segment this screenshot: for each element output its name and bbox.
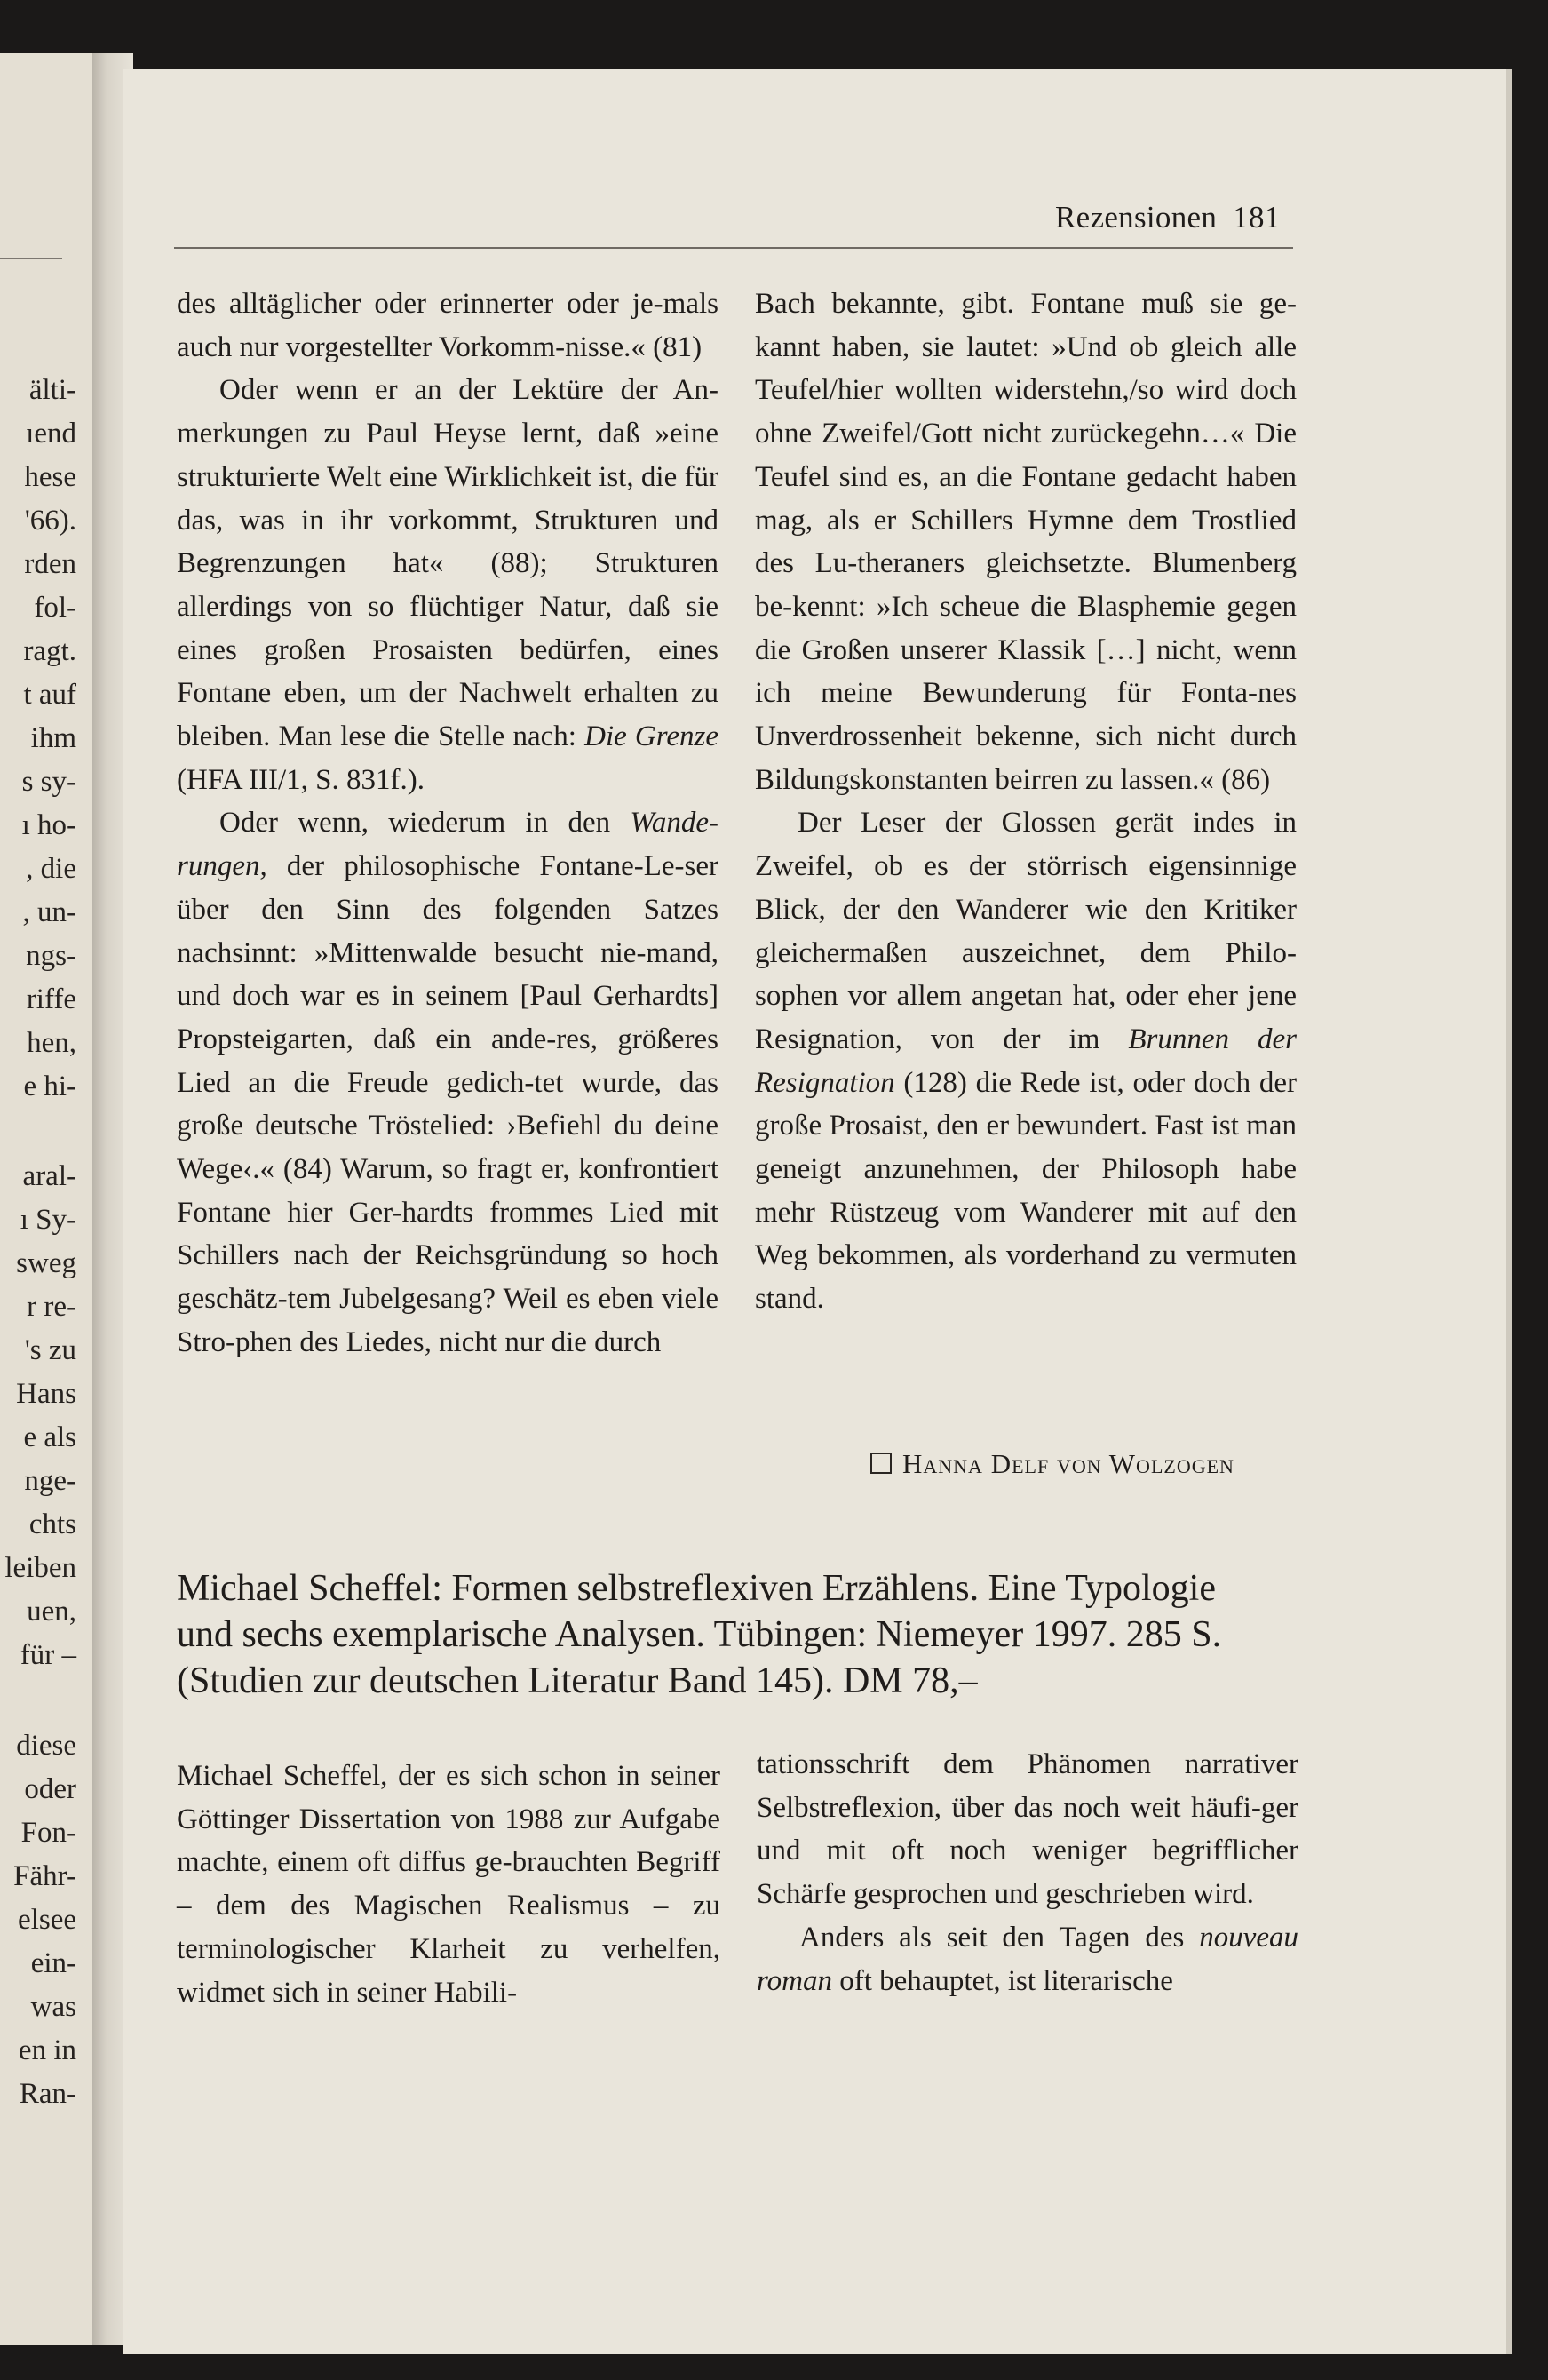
previous-page-line: en in xyxy=(18,2034,76,2066)
previous-page-line: ı Sy- xyxy=(20,1204,76,1236)
previous-page-line: '66). xyxy=(24,504,76,537)
previous-page-line: nge- xyxy=(24,1465,76,1497)
previous-page-line: Hans xyxy=(16,1378,76,1410)
previous-page-line: , un- xyxy=(22,895,76,928)
previous-page-line: rden xyxy=(24,547,76,580)
previous-page-line: ı ho- xyxy=(21,808,76,841)
previous-page-line: was xyxy=(30,1990,76,2023)
previous-page-fragment xyxy=(0,53,99,2345)
page-edge xyxy=(1506,69,1512,2354)
previous-page-line: , die xyxy=(26,852,76,885)
paragraph: Oder wenn er an der Lektüre der An-merkungen zu Paul Heyse lernt, daß »eine strukturierte Welt eine Wirklichkeit ist, die für das, was in ihr vorkommt, Strukturen und Begrenzungen hat« (88); Strukturen allerdings von so flüchtiger Natur, daß sie eines großen Prosaisten bedürfen, eines Fontane eben, um der Nachwelt erhalten zu bleiben. Man lese die Stelle nach: Die Grenze (HFA III/1, S. 831f.). xyxy=(177,374,719,796)
column-left-bottom xyxy=(177,1755,720,2014)
paragraph: Michael Scheffel, der es sich schon in seiner Göttinger Dissertation von 1988 zur Aufgabe machte, einem oft diffus ge-brauchten Begriff – dem des Magischen Realismus – zu terminologischer Klarheit zu verhelfen, widmet sich in seiner Habili- xyxy=(177,1760,720,2009)
square-bullet-icon xyxy=(870,1453,892,1474)
previous-page-line: fol- xyxy=(34,591,76,624)
review-heading-line: und sechs exemplarische Analysen. Tübingen: Niemeyer 1997. 285 S. xyxy=(177,1614,1222,1655)
previous-page-line: aral- xyxy=(22,1160,76,1192)
running-header xyxy=(1055,200,1281,235)
previous-page-rule xyxy=(0,258,62,259)
review-heading-line: (Studien zur deutschen Literatur Band 145). DM 78,– xyxy=(177,1660,978,1701)
previous-page-line: ragt. xyxy=(23,634,76,667)
column-right-top xyxy=(755,283,1297,1321)
column-right-bottom xyxy=(757,1743,1298,2002)
previous-page-line: Fon- xyxy=(20,1816,76,1849)
previous-page-line: sweg xyxy=(16,1247,76,1279)
header-rule xyxy=(174,247,1293,249)
previous-page-line: 's zu xyxy=(24,1334,76,1366)
previous-page-line: e hi- xyxy=(23,1070,76,1102)
previous-page-line: Fähr- xyxy=(13,1859,76,1892)
previous-page-line: e als xyxy=(23,1421,76,1453)
running-title: Rezensionen xyxy=(1055,200,1218,235)
previous-page-line: riffe xyxy=(26,983,76,1015)
previous-page-line: ıend xyxy=(26,417,76,450)
previous-page-line: uen, xyxy=(27,1596,76,1628)
column-left-top xyxy=(177,283,718,1365)
previous-page-line: r re- xyxy=(27,1291,76,1323)
paragraph: Oder wenn, wiederum in den Wande-rungen, der philosophische Fontane-Le-ser über den Sinn des folgenden Satzes nachsinnt: »Mittenwalde besucht nie-mand, und doch war es in seinem [Paul Gerhardts] Propsteigarten, daß ein ande-res, größeres Lied an die Freude gedich-tet wurde, das große deutsche Tröstelied: ›Befiehl du deine Wege‹.« (84) Warum, so fragt er, konfrontiert Fontane hier Ger-hardts frommes Lied mit Schillers nach der Reichsgründung so hoch geschätz-tem Jubelgesang? Weil es eben viele Stro-phen des Liedes, nicht nur die durch xyxy=(177,807,718,1358)
reviewer-signature: Hanna Delf von Wolzogen xyxy=(870,1448,1234,1480)
paragraph: Anders als seit den Tagen des nouveau roman oft behauptet, ist literarische xyxy=(757,1921,1298,1997)
previous-page-line: t auf xyxy=(23,678,76,711)
paragraph: des alltäglicher oder erinnerter oder je-mals auch nur vorgestellter Vorkomm-nisse.« (81) xyxy=(177,288,718,363)
previous-page-line: chts xyxy=(28,1508,76,1540)
previous-page-line: ihm xyxy=(30,721,76,754)
previous-page-line: ngs- xyxy=(26,939,76,972)
page-number: 181 xyxy=(1233,200,1281,235)
paragraph: Der Leser der Glossen gerät indes in Zweifel, ob es der störrisch eigensinnige Blick, der den Wanderer wie den Kritiker gleichermaßen auszeichnet, dem Philo-sophen vor allem angetan hat, oder eher jene Resignation, von der im Brunnen der Resignation (128) die Rede ist, oder doch der große Prosaist, den er bewundert. Fast ist man geneigt anzunehmen, der Philosoph habe mehr Rüstzeug vom Wanderer mit auf den Weg bekommen, als vorderhand zu vermuten stand. xyxy=(755,807,1297,1316)
previous-page-line: elsee xyxy=(18,1903,76,1936)
previous-page-line: leiben xyxy=(4,1552,76,1584)
previous-page-line: hen, xyxy=(27,1026,76,1059)
previous-page-line: ein- xyxy=(30,1946,76,1979)
previous-page-line: oder xyxy=(24,1772,76,1805)
review-heading xyxy=(177,1565,1331,1704)
paragraph: Bach bekannte, gibt. Fontane muß sie ge-kannt haben, sie lautet: »Und ob gleich alle Teufel/hier wollten widerstehn,/so wird doch ohne Zweifel/Gott nicht zurückegehn…« Die Teufel sind es, an die Fontane gedacht haben mag, als er Schillers Hymne dem Trostlied des Lu-theraners gleichsetzte. Blumenberg be-kennt: »Ich scheue die Blasphemie gegen die Großen unserer Klassik […] nicht, wenn ich meine Bewunderung für Fonta-nes Unverdrossenheit bekenne, sich nicht durch Bildungskonstanten beirren zu lassen.« (86) xyxy=(755,288,1297,796)
review-heading-line: Michael Scheffel: Formen selbstreflexiven Erzählens. Eine Typologie xyxy=(177,1568,1216,1609)
paragraph: tationsschrift dem Phänomen narrativer Selbstreflexion, über das noch weit häufi-ger und mit oft noch weniger begrifflicher Schärfe gesprochen und geschrieben wird. xyxy=(757,1748,1298,1911)
previous-page-line: diese xyxy=(16,1729,76,1762)
previous-page-line: für – xyxy=(20,1639,76,1671)
previous-page-line: Ran- xyxy=(19,2077,76,2110)
previous-page-line: älti- xyxy=(28,373,76,406)
previous-page-line: s sy- xyxy=(21,765,76,798)
previous-page-line: hese xyxy=(24,460,76,493)
